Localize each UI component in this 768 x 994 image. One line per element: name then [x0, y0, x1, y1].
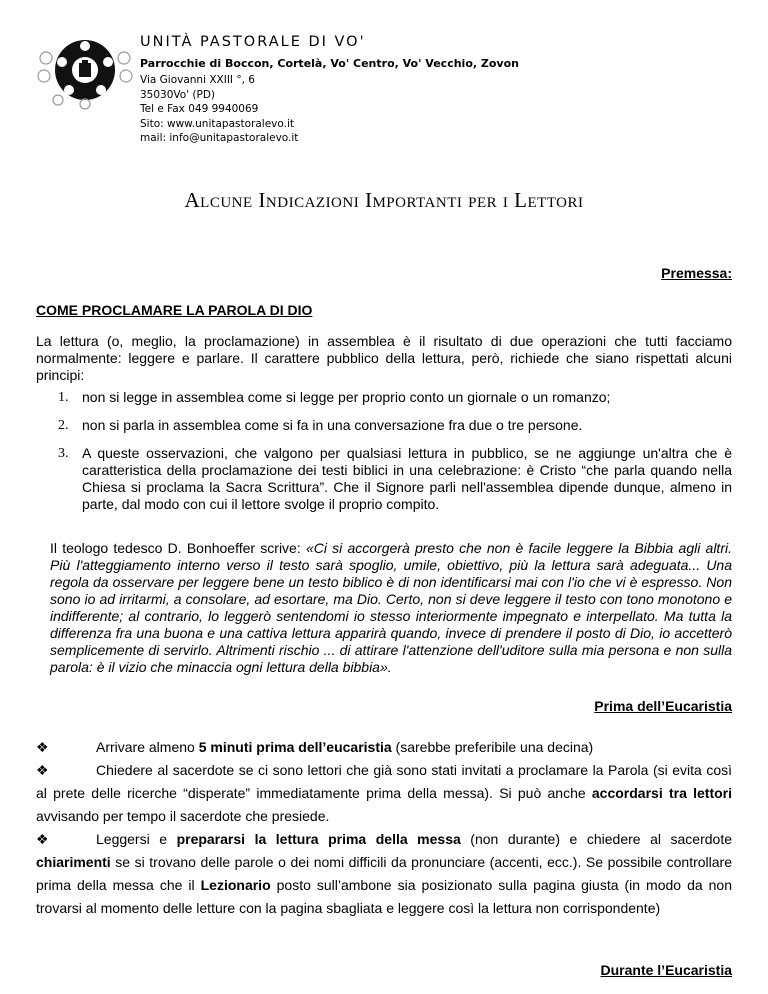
list-number: 1. — [58, 390, 69, 405]
list-number: 3. — [58, 446, 69, 461]
premessa-heading: Premessa: — [661, 265, 732, 281]
list-number: 2. — [58, 418, 69, 433]
before-eucharist-heading: Prima dell’Eucaristia — [594, 698, 732, 714]
list-item: ❖ Chiedere al sacerdote se ci sono lettori che già sono stati invitati a proclamare la Parola (si evita così al prete delle ricerche “disperate” immediatamente prima della messa). Si può anche accordarsi tra lettori avvisando per tempo il sacerdote che presiede. — [36, 759, 732, 828]
during-eucharist-heading: Durante l’Eucaristia — [600, 962, 732, 978]
list-text: A queste osservazioni, che valgono per qualsiasi lettura in pubblico, se ne aggiunge un'altra che è caratteristica della proclamazione dei testi biblici in una celebrazione: è Cristo “che parla quando nella Chiesa si proclama la Sacra Scrittura”. Che il Signore parli nell'assemblea dipende dunque, almeno in parte, dal modo con cui il lettore svolge il proprio compito. — [82, 445, 732, 512]
list-item — [36, 389, 732, 406]
quote-text: «Ci si accorgerà presto che non è facile leggere la Bibbia agli altri. Più l'atteggiamento interno verso il testo sarà spoglio, umile, obiettivo, più la lettura sarà adeguata... Una regola da osservare per leggere bene un testo biblico è di non identificarsi mai con l'io che vi è espresso. Non sono io ad irritarmi, a consolare, ad esortare, ma Dio. Certo, non si deve leggere il testo con tono monotono e indifferente; al contrario, lo leggerò sentendomi io stesso interiormente impegnato e interpellato. Ma tutta la differenza fra una buona e una cattiva lettura apparirà quando, invece di prendere il posto di Dio, io accetterò semplicemente di servirlo. Altrimenti rischio ... di attirare l'attenzione dell'uditore sulla mia persona e non sulla parola: è il vizio che minaccia ogni lettura della bibbia». — [50, 540, 732, 675]
diamond-bullet-icon: ❖ — [36, 762, 49, 778]
list-item: ❖ Leggersi e prepararsi la lettura prima della messa (non durante) e chiedere al sacerdote chiarimenti se si trovano delle parole o dei nomi difficili da pronunciare (accenti, ecc.). Se possibile controllare prima della messa che il Lezionario posto sull’ambone sia posizionato sulla pagina giusta (in modo da non trovarsi al momento delle letture con la pagina sbagliata e leggere così la lettura non corrispondente) — [36, 828, 732, 920]
principles-list — [36, 389, 732, 513]
phone-line: Tel e Fax 049 9940069 — [140, 103, 259, 115]
list-item — [36, 445, 732, 513]
intro-paragraph: La lettura (o, meglio, la proclamazione) in assemblea è il risultato di due operazioni che tutti facciamo normalmente: leggere e parlare. Il carattere pubblico della lettura, però, richiede che siano rispettati alcuni principi: — [36, 333, 732, 383]
org-name: UNITÀ PASTORALE DI VO' — [140, 34, 366, 50]
bonhoeffer-quote — [50, 540, 732, 676]
unita-pastorale-logo-icon — [36, 30, 134, 110]
list-text: non si parla in assemblea come si fa in una conversazione fra due o tre persone. — [82, 417, 583, 433]
address-city: 35030Vo' (PD) — [140, 88, 216, 101]
list-text: non si legge in assemblea come si legge per proprio conto un giornale o un romanzo; — [82, 389, 611, 405]
list-item — [36, 417, 732, 434]
diamond-bullet-icon: ❖ — [36, 739, 49, 755]
address-street: Via Giovanni XXIII °, 6 — [140, 74, 255, 86]
parishes-line: Parrocchie di Boccon, Cortelà, Vo' Centro, Vo' Vecchio, Zovon — [140, 57, 519, 70]
list-item: ❖ Arrivare almeno 5 minuti prima dell’eucaristia (sarebbe preferibile una decina) — [36, 736, 732, 759]
diamond-bullet-icon: ❖ — [36, 831, 49, 847]
email-link[interactable]: mail: info@unitapastoralevo.it — [140, 132, 299, 144]
website-link[interactable]: Sito: www.unitapastoralevo.it — [140, 117, 294, 130]
letterhead — [140, 34, 519, 146]
document-title: Alcune Indicazioni Importanti per i Lettori — [184, 188, 584, 212]
before-eucharist-list — [36, 736, 732, 920]
quote-intro: Il teologo tedesco D. Bonhoeffer scrive: — [50, 540, 306, 556]
section-heading: COME PROCLAMARE LA PAROLA DI DIO — [36, 302, 313, 318]
